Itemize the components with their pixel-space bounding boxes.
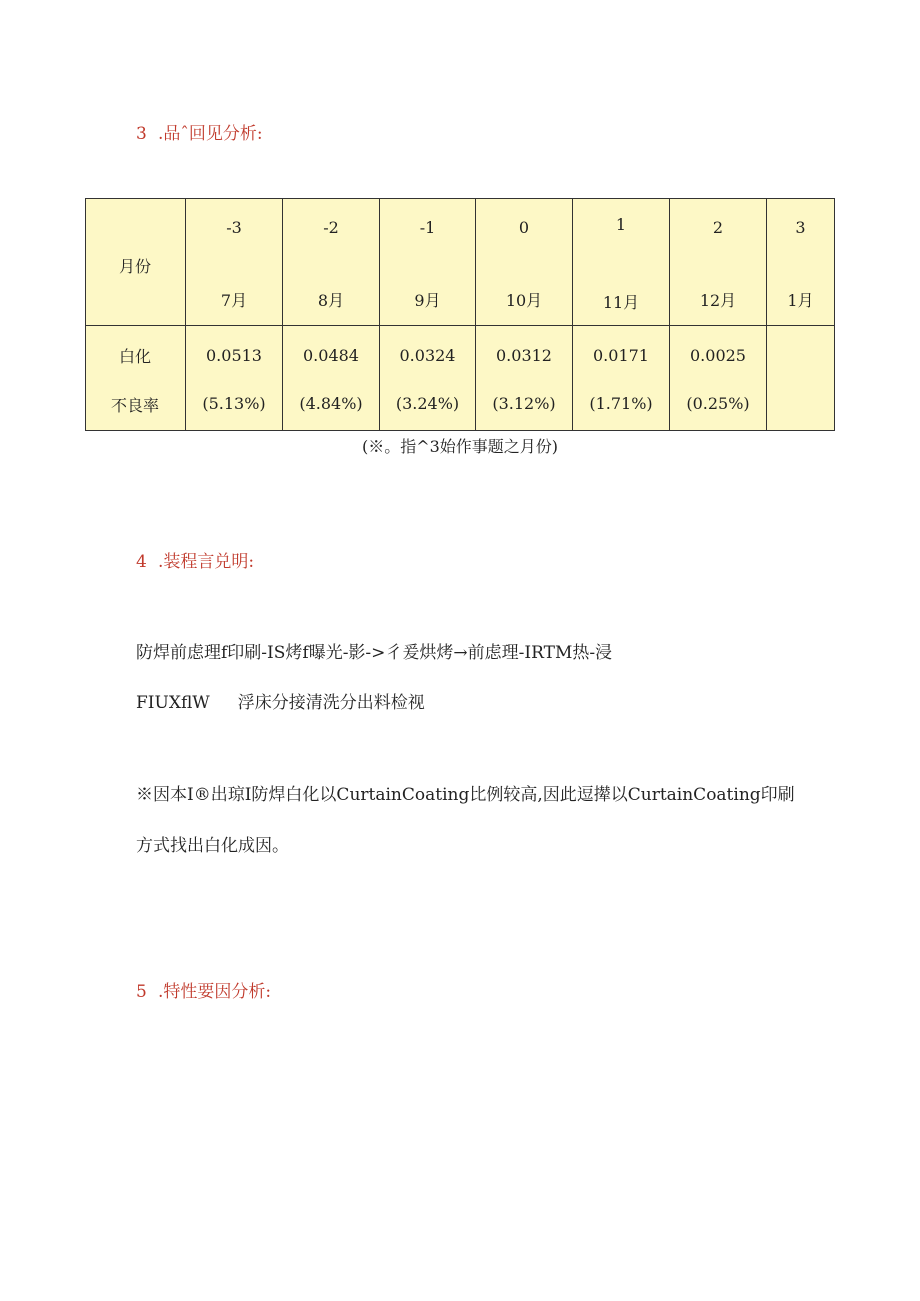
month-label: 12月 <box>699 291 737 310</box>
process-flow-step: FIUXflW <box>136 693 210 713</box>
rate-cell <box>573 326 670 431</box>
process-flow-line-1: 防焊前虑理f印刷-IS烤f曝光-影->彳爰烘烤→前虑理-IRTM热-浸 <box>136 643 613 663</box>
rate-percent: (4.84%) <box>299 394 363 413</box>
rate-cell <box>476 326 573 431</box>
defect-rate-table <box>85 198 835 431</box>
month-offset: 1 <box>615 215 627 234</box>
process-flow-line-2 <box>136 688 425 713</box>
month-cell <box>573 198 670 326</box>
rate-row-label-cell <box>85 326 186 431</box>
note-line-1: ※因本I®出琼I防焊白化以CurtainCoating比例较高,因此逗撵以CurtainCoating印刷 <box>136 785 795 805</box>
rate-cell <box>380 326 476 431</box>
month-label: 10月 <box>505 291 543 310</box>
month-offset: 2 <box>712 218 724 237</box>
section-number: 4 <box>136 552 147 572</box>
rate-value: 0.0312 <box>496 346 552 365</box>
section-5-heading <box>136 977 271 1002</box>
section-title: .品ˆ回见分析: <box>158 124 263 144</box>
rate-row-label: 白化 <box>118 347 151 366</box>
table-caption: (※。指^3始作事题之月份) <box>361 437 559 456</box>
month-cell <box>380 198 476 326</box>
process-flow-step: 浮床分接清洗分出料检视 <box>237 693 425 713</box>
section-number: 5 <box>136 982 147 1002</box>
rate-row-label: 不良率 <box>110 396 159 415</box>
rate-value: 0.0025 <box>690 346 746 365</box>
rate-percent: (0.25%) <box>686 394 750 413</box>
section-number: 3 <box>136 124 147 144</box>
rate-percent: (3.24%) <box>395 394 460 413</box>
month-label: 7月 <box>220 291 248 310</box>
month-offset: -3 <box>226 218 242 237</box>
rate-value: 0.0171 <box>593 346 649 365</box>
section-4-heading <box>136 547 254 572</box>
month-header-cell <box>85 198 186 326</box>
month-offset: 3 <box>795 218 806 237</box>
rate-percent: (1.71%) <box>589 394 653 413</box>
section-title: .装程言兑明: <box>158 552 255 572</box>
rate-value: 0.0484 <box>303 346 359 365</box>
rate-value: 0.0513 <box>206 346 262 365</box>
section-title: .特性要因分析: <box>158 982 272 1002</box>
month-cell <box>767 198 835 326</box>
month-cell <box>476 198 573 326</box>
month-header-label: 月份 <box>118 257 151 276</box>
month-label: 9月 <box>414 291 441 310</box>
month-cell <box>283 198 380 326</box>
rate-cell <box>186 326 283 431</box>
rate-percent: (5.13%) <box>202 394 266 413</box>
month-offset: 0 <box>518 218 530 237</box>
section-3-heading <box>136 119 263 144</box>
month-cell <box>670 198 767 326</box>
month-label: 11月 <box>602 293 640 312</box>
month-cell <box>186 198 283 326</box>
rate-cell <box>670 326 767 431</box>
rate-value: 0.0324 <box>399 346 456 365</box>
note-line-2: 方式找出白化成因。 <box>136 836 289 856</box>
rate-cell <box>283 326 380 431</box>
rate-cell-empty <box>767 326 835 431</box>
month-offset: -1 <box>419 218 436 237</box>
rate-percent: (3.12%) <box>492 394 556 413</box>
month-offset: -2 <box>323 218 339 237</box>
month-label: 8月 <box>317 291 345 310</box>
month-label: 1月 <box>787 291 814 310</box>
